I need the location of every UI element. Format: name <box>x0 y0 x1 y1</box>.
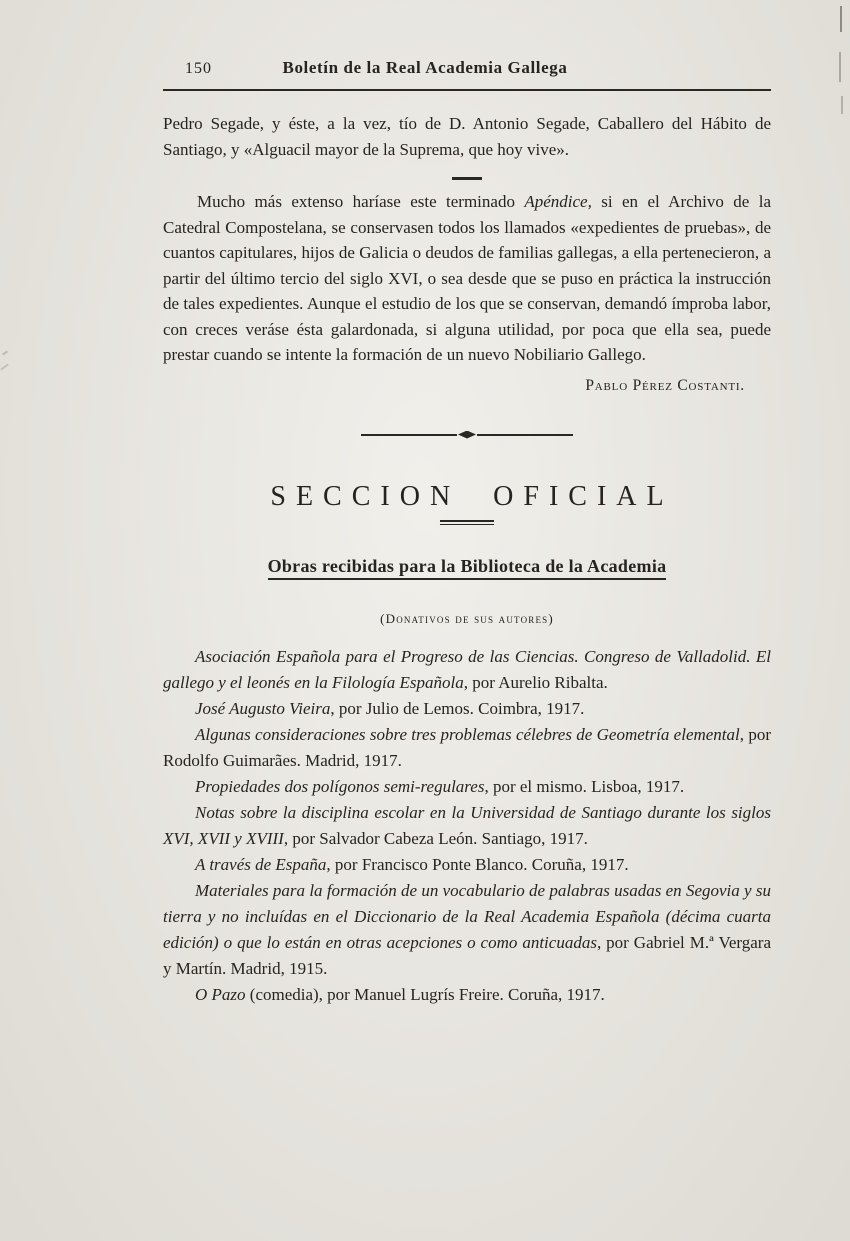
short-rule-separator <box>452 177 482 180</box>
work-credit: , por Aurelio Ribalta. <box>463 672 608 692</box>
work-title: Propiedades dos polígonos semi-regulares <box>195 776 485 796</box>
work-title: Asociación Española para el Progreso de las Ciencias. Congreso de Valladolid. El gallego y el leonés en la Filología Española <box>163 646 771 692</box>
work-item <box>163 722 771 774</box>
work-credit: , por Gabriel M.ª Vergara y Martín. Madrid, 1915. <box>163 932 771 978</box>
paragraph <box>163 189 771 368</box>
scan-mark <box>840 6 842 32</box>
ornament-separator <box>163 431 771 439</box>
work-item <box>163 982 771 1008</box>
journal-title: Boletín de la Real Academia Gallega <box>282 58 568 77</box>
section-subtitle <box>163 552 771 579</box>
work-item <box>163 852 771 878</box>
work-credit: , por Francisco Ponte Blanco. Coruña, 1917. <box>326 854 629 874</box>
paragraph-text: Mucho más extenso haríase este terminado <box>197 192 525 211</box>
scan-mark <box>2 350 8 355</box>
section-title-rule <box>440 520 494 525</box>
work-credit: (comedia), por Manuel Lugrís Freire. Coruña, 1917. <box>245 984 605 1004</box>
ornament-line-left <box>361 434 457 436</box>
paragraph-text: si en el Archivo de la Catedral Compostelana, se conservasen todos los llamados «expedientes de pruebas», de cuantos capitulares, hijos de Galicia o deudos de familias gallegas, a ella pertenecieron, a partir del último tercio del siglo XVI, o sea desde que se puso en práctica la instrucción de tales expedientes. Aunque el estudio de los que se conservan, demandó ímproba labor, con creces veráse ésta galardonada, si alguna utilidad, por poca que ella sea, puede prestar cuando se intente la formación de un nuevo Nobiliario Gallego. <box>163 192 771 364</box>
italic-term: Apéndice, <box>524 192 592 211</box>
author-signature: Pablo Pérez Costanti. <box>585 376 745 394</box>
work-credit: , por Salvador Cabeza León. Santiago, 1917. <box>283 828 588 848</box>
work-title: A través de España <box>195 854 327 874</box>
journal-title-wrap <box>225 58 625 78</box>
diamond-ornament-icon <box>458 431 476 439</box>
subtitle-text: Obras recibidas para la Biblioteca de la Academia <box>268 556 667 580</box>
section-title: SECCION OFICIAL <box>270 480 674 512</box>
work-credit: , por Rodolfo Guimarães. Madrid, 1917. <box>163 724 771 770</box>
paragraph-text: Pedro Segade, y éste, a la vez, tío de D. Antonio Segade, Caballero del Hábito de Santiago, y «Alguacil mayor de la Suprema, que hoy vive». <box>163 114 771 159</box>
work-item <box>163 774 771 800</box>
scan-mark <box>841 96 843 114</box>
page-header <box>163 58 771 82</box>
page-content <box>163 0 771 1008</box>
scan-mark <box>0 364 9 371</box>
work-title: Materiales para la formación de un vocabulario de palabras usadas en Segovia y su tierra y no incluídas en el Diccionario de la Real Academia Española (décima cuarta edición) o que lo están en otras acepciones o como anticuadas <box>163 880 771 952</box>
work-credit: , por Julio de Lemos. Coimbra, 1917. <box>330 698 585 718</box>
work-credit: , por el mismo. Lisboa, 1917. <box>484 776 685 796</box>
paragraph-continuation <box>163 111 771 162</box>
work-item <box>163 800 771 852</box>
work-item <box>163 696 771 722</box>
work-title: O Pazo <box>195 984 246 1004</box>
header-rule <box>163 89 771 91</box>
page-number: 150 <box>185 60 212 77</box>
donations-caption: (Donativos de sus autores) <box>380 610 554 626</box>
scan-mark <box>839 52 841 82</box>
ornament-line-right <box>477 434 573 436</box>
works-list <box>163 644 771 1008</box>
work-title: José Augusto Vieira <box>195 698 331 718</box>
work-title: Algunas consideraciones sobre tres problemas célebres de Geometría elemental <box>195 724 740 744</box>
work-item <box>163 878 771 982</box>
work-title: Notas sobre la disciplina escolar en la Universidad de Santiago durante los siglos XVI, XVII y XVIII <box>163 802 771 848</box>
work-item <box>163 644 771 696</box>
